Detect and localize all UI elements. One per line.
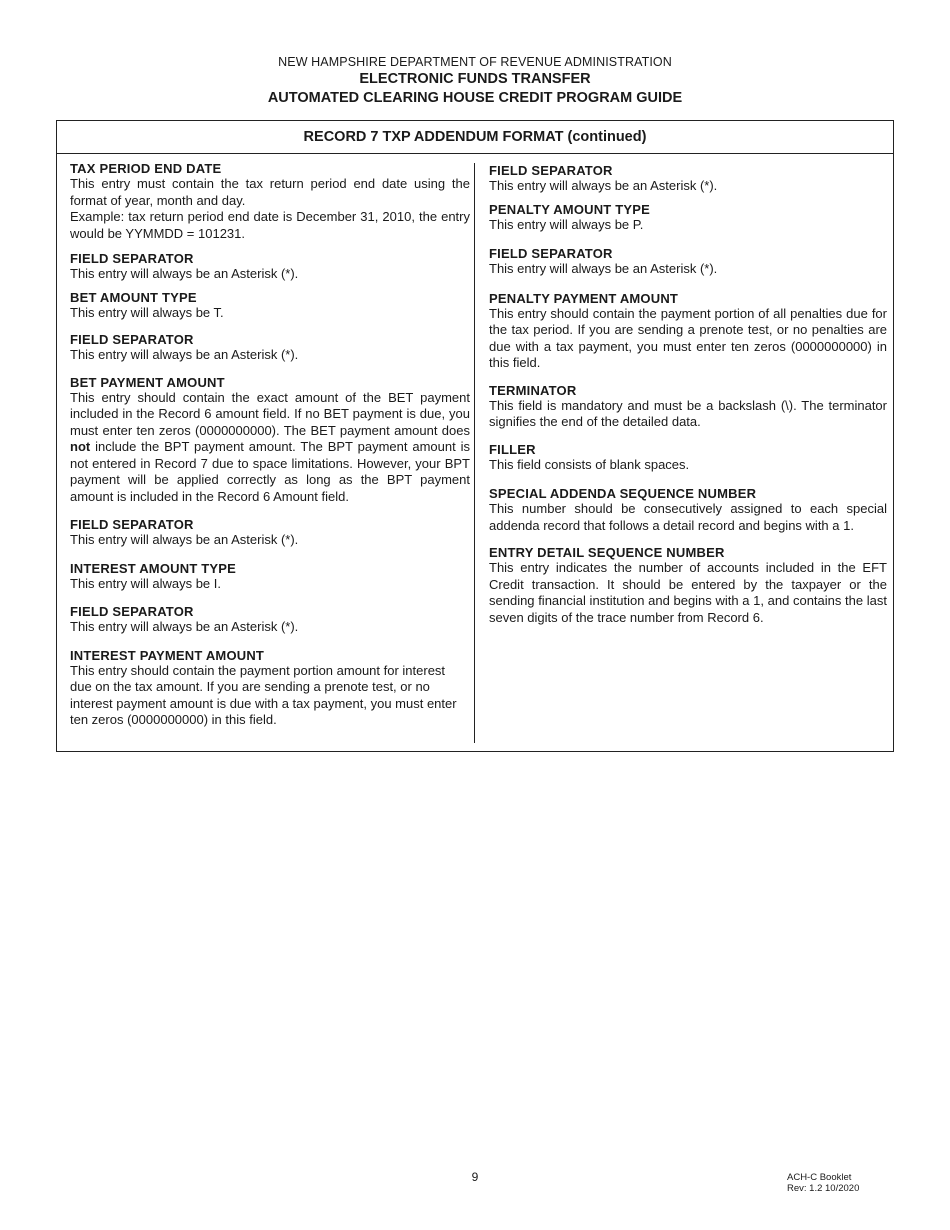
column-divider (474, 163, 475, 743)
entry-tax-period-end-date (70, 161, 470, 242)
entry-text-part: include the BPT payment amount. The BPT payment amount is not entered in Record 7 due to space limitations. However, your BPT payment will be applied correctly as long as the BPT payment amount is included in the Record 6 Amount field. (70, 439, 470, 504)
entry-heading: INTEREST PAYMENT AMOUNT (70, 647, 265, 663)
entry-heading: BET AMOUNT TYPE (70, 289, 197, 305)
entry-text: This entry indicates the number of accounts included in the EFT Credit transaction. It should be entered by the taxpayer or the sending financial institution and begins with a 1, and contains the last seven digits of the trace number from Record 6. (489, 560, 887, 625)
booklet-name: ACH-C Booklet (787, 1172, 852, 1183)
entry-heading: ENTRY DETAIL SEQUENCE NUMBER (489, 545, 725, 560)
entry-heading: TAX PERIOD END DATE (70, 161, 222, 176)
entry-heading: TERMINATOR (489, 382, 577, 398)
entry-interest-amount-type (70, 561, 470, 593)
entry-interest-payment-amount (70, 648, 470, 729)
entry-text: This number should be consecutively assigned to each special addenda record that follows a detail record and begins with a 1. (489, 501, 887, 533)
entry-example: Example: tax return period end date is December 31, 2010, the entry would be YYMMDD = 101231. (70, 209, 470, 241)
entry-text: This entry will always be T. (70, 304, 224, 320)
entry-text: This entry will always be an Asterisk (*). (70, 266, 299, 281)
entry-text: This entry will always be an Asterisk (*). (70, 619, 299, 634)
entry-text: This entry will always be an Asterisk (*). (70, 532, 299, 547)
entry-text: This entry will always be an Asterisk (*). (489, 178, 718, 193)
entry-heading: FIELD SEPARATOR (70, 332, 194, 347)
entry-text: This entry should contain the payment portion of all penalties due for the tax period. If you are sending a prenote test, or no penalties are due with a tax payment, you must enter ten zeros (0000000000) in this field. (489, 305, 887, 370)
entry-field-separator (489, 246, 887, 278)
page-number: 9 (471, 1170, 479, 1184)
doc-title-line1: ELECTRONIC FUNDS TRANSFER (359, 71, 591, 87)
entry-text: This entry should contain the payment portion amount for interest due on the tax amount. If you are sending a prenote test, or no interest payment amount is due with a tax payment, you must enter ten zeros (0000000000) in this field. (70, 662, 457, 727)
entry-heading: FIELD SEPARATOR (70, 517, 194, 532)
entry-heading: FIELD SEPARATOR (489, 163, 613, 178)
entry-field-separator (489, 163, 887, 195)
entry-text: This entry must contain the tax return period end date using the format of year, month and day. (70, 176, 470, 208)
entry-text: This entry will always be P. (489, 216, 644, 232)
entry-heading: FIELD SEPARATOR (70, 604, 194, 619)
doc-title-line2: AUTOMATED CLEARING HOUSE CREDIT PROGRAM GUIDE (267, 90, 683, 106)
entry-heading: PENALTY AMOUNT TYPE (489, 201, 651, 217)
entry-text-part: This entry should contain the exact amount of the BET payment included in the Record 6 amount field. If no BET payment is due, you must enter ten zeros (0000000000). The BET payment amount does (70, 389, 470, 438)
entry-entry-detail-sequence-number (489, 545, 887, 626)
entry-text: This field is mandatory and must be a backslash (\). The terminator signifies the end of the detailed data. (489, 397, 887, 429)
entry-text: This entry will always be an Asterisk (*). (489, 261, 718, 276)
right-column (489, 163, 887, 626)
agency-name: NEW HAMPSHIRE DEPARTMENT OF REVENUE ADMINISTRATION (278, 55, 672, 69)
left-column (70, 161, 470, 729)
entry-text-emphasis: not (70, 439, 91, 454)
entry-field-separator (70, 604, 470, 636)
entry-heading: PENALTY PAYMENT AMOUNT (489, 290, 679, 306)
entry-heading: FIELD SEPARATOR (489, 246, 613, 261)
entry-text (70, 390, 470, 506)
entry-bet-amount-type (70, 290, 470, 322)
revision-label: Rev: 1.2 10/2020 (787, 1183, 860, 1194)
record-format-box (56, 120, 894, 752)
entry-heading: SPECIAL ADDENDA SEQUENCE NUMBER (489, 486, 757, 501)
entry-heading: BET PAYMENT AMOUNT (70, 374, 225, 390)
box-title: RECORD 7 TXP ADDENDUM FORMAT (continued) (57, 121, 893, 154)
entry-terminator (489, 383, 887, 431)
entry-text: This field consists of blank spaces. (489, 456, 690, 472)
entry-penalty-payment-amount (489, 291, 887, 372)
entry-bet-payment-amount (70, 375, 470, 506)
booklet-revision (787, 1172, 859, 1194)
entry-field-separator (70, 251, 470, 283)
entry-text: This entry will always be an Asterisk (*). (70, 347, 299, 362)
entry-heading: FIELD SEPARATOR (70, 251, 194, 266)
entry-filler (489, 442, 887, 474)
entry-special-addenda-sequence-number (489, 486, 887, 534)
document-header (0, 54, 950, 108)
entry-heading: INTEREST AMOUNT TYPE (70, 560, 237, 576)
entry-heading: FILLER (489, 441, 536, 457)
entry-field-separator (70, 517, 470, 549)
entry-text: This entry will always be I. (70, 575, 221, 591)
entry-field-separator (70, 332, 470, 364)
entry-penalty-amount-type (489, 202, 887, 234)
